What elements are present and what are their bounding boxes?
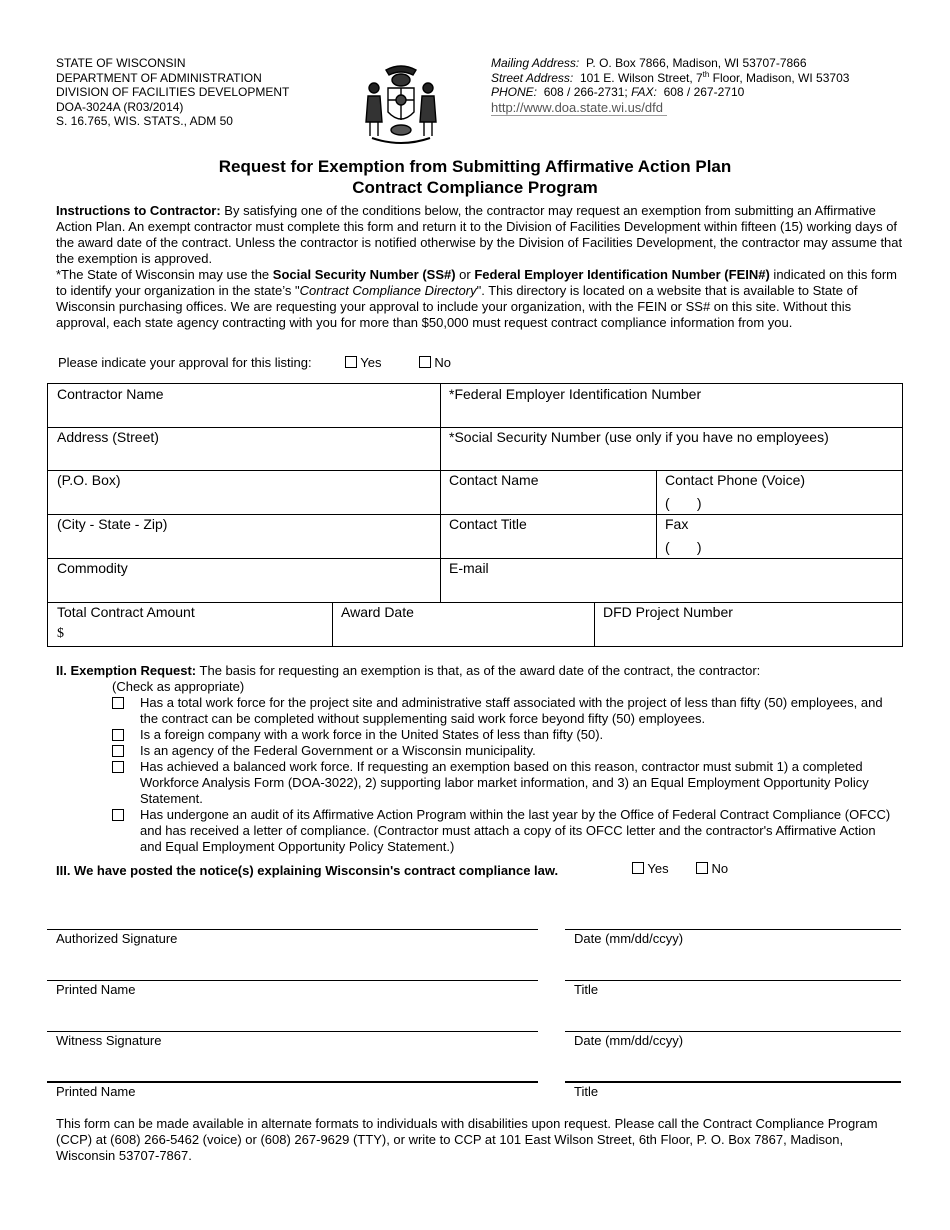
fax-area-code: ( )	[665, 539, 702, 555]
witness-signature-field[interactable]: Witness Signature	[56, 1033, 162, 1048]
page-title	[0, 156, 950, 198]
po-box-field[interactable]: (P.O. Box)	[57, 472, 121, 488]
fax-number: 608 / 267-2710	[663, 85, 745, 100]
agency-line: DIVISION OF FACILITIES DEVELOPMENT	[56, 85, 290, 100]
witness-title-field[interactable]: Title	[574, 1084, 599, 1099]
fax-field[interactable]: Fax	[665, 516, 689, 532]
exemption-option-checkbox[interactable]	[112, 729, 124, 741]
mailing-address: P. O. Box 7866, Madison, WI 53707-7866	[585, 56, 807, 70]
instructions-lead: Instructions to Contractor:	[56, 203, 221, 218]
exemption-option	[112, 727, 892, 743]
exemption-option-checkbox[interactable]	[112, 809, 124, 821]
privacy-text: or	[455, 267, 475, 282]
signature-line	[47, 1031, 538, 1032]
contact-header	[491, 56, 911, 115]
exemption-option	[112, 759, 892, 807]
phone-number: 608 / 266-2731;	[543, 85, 628, 100]
city-state-zip-field[interactable]: (City - State - Zip)	[57, 516, 168, 532]
posted-no-label: No	[711, 861, 729, 876]
agency-line: STATE OF WISCONSIN	[56, 56, 186, 70]
directory-name: Contract Compliance Directory	[299, 283, 477, 298]
wisconsin-seal-icon	[358, 60, 444, 148]
street-address-label: Street Address:	[491, 70, 574, 85]
signature-line	[565, 1081, 901, 1083]
contact-phone-field[interactable]: Contact Phone (Voice)	[665, 472, 806, 488]
street-address-rest: Floor, Madison, WI 53703	[709, 70, 850, 85]
contractor-name-field[interactable]: Contractor Name	[57, 386, 164, 402]
contact-name-field[interactable]: Contact Name	[449, 472, 539, 488]
total-contract-amount-field[interactable]: Total Contract Amount	[57, 604, 195, 620]
printed-name-field[interactable]: Printed Name	[56, 982, 136, 997]
posted-notice-options	[632, 861, 728, 877]
ssn-term: Social Security Number (SS#)	[272, 267, 456, 282]
phone-label: PHONE:	[491, 85, 538, 100]
exemption-option	[112, 695, 892, 727]
signature-line	[565, 929, 901, 930]
privacy-text: ". This directory is located on a website that is available to State of Wisconsin purchasing offices. We are requesting your approval to include your organization, with the FEIN or SS# on this site. Without this approval, each state agency contracting with you for more than $50,000 must request contract compliance information from you.	[56, 283, 858, 330]
approval-row	[58, 355, 658, 371]
posted-notice-text: III. We have posted the notice(s) explaining Wisconsin's contract compliance law.	[56, 863, 559, 878]
instructions-text: By satisfying one of the conditions below, the contractor may request an exemption from submitting an Affirmative Action Plan. An exempt contractor must complete this form and return it to the Division of Facilities Development within fifteen (15) working days of the award date of the contract. Unless the contractor is notified otherwise by the Division of Facilities Development, the contractor may assume that the exemption is approved.	[56, 203, 903, 266]
signature-line	[47, 1081, 538, 1083]
signature-line	[47, 980, 538, 981]
contractor-info-table	[47, 383, 903, 647]
website-link[interactable]: http://www.doa.state.wi.us/dfd	[491, 100, 667, 116]
street-address: 101 E. Wilson Street, 7	[579, 70, 703, 85]
exemption-heading-label: II. Exemption Request:	[56, 663, 197, 678]
award-date-field[interactable]: Award Date	[341, 604, 414, 620]
check-note: (Check as appropriate)	[112, 679, 245, 694]
date-field[interactable]: Date (mm/dd/ccyy)	[574, 931, 684, 946]
agency-header	[56, 56, 356, 129]
exemption-option-checkbox[interactable]	[112, 761, 124, 773]
mailing-address-label: Mailing Address:	[491, 56, 580, 70]
exemption-option-text: Is an agency of the Federal Government or a Wisconsin municipality.	[140, 743, 536, 758]
ordinal-suffix: th	[702, 69, 710, 79]
address-street-field[interactable]: Address (Street)	[57, 429, 159, 445]
exemption-option-checkbox[interactable]	[112, 745, 124, 757]
witness-date-field[interactable]: Date (mm/dd/ccyy)	[574, 1033, 684, 1048]
dollar-sign: $	[57, 626, 64, 641]
fein-field[interactable]: *Federal Employer Identification Number	[449, 386, 702, 402]
exemption-option-checkbox[interactable]	[112, 697, 124, 709]
form-number: DOA-3024A (R03/2014)	[56, 99, 184, 114]
exemption-option	[112, 743, 892, 759]
approval-yes-checkbox[interactable]	[345, 356, 357, 368]
posted-yes-checkbox[interactable]	[632, 862, 644, 874]
title-line-1: Request for Exemption from Submitting Affirmative Action Plan	[218, 157, 732, 176]
title-line-2: Contract Compliance Program	[352, 178, 598, 197]
posted-yes-label: Yes	[647, 861, 669, 876]
signature-line	[47, 929, 538, 930]
authorized-signature-field[interactable]: Authorized Signature	[56, 931, 178, 946]
exemption-heading	[56, 663, 906, 679]
title-field[interactable]: Title	[574, 982, 599, 997]
fein-term: Federal Employer Identification Number (FEIN#)	[474, 267, 770, 282]
witness-printed-name-field[interactable]: Printed Name	[56, 1084, 136, 1099]
approval-prompt: Please indicate your approval for this listing:	[58, 355, 312, 370]
exemption-heading-text: The basis for requesting an exemption is that, as of the award date of the contract, the contractor:	[196, 663, 761, 678]
statute-reference: S. 16.765, WIS. STATS., ADM 50	[56, 114, 233, 129]
accessibility-footer: This form can be made available in alternate formats to individuals with disabilities upon request. Please call the Contract Compliance Program (CCP) at (608) 266-5462 (voice) or (608) 267-9629 (TTY), or write to CCP at 101 East Wilson Street, 6th Floor, P. O. Box 7867, Madison, Wisconsin 53707-7867.	[56, 1116, 878, 1163]
email-field[interactable]: E-mail	[449, 560, 489, 576]
contact-title-field[interactable]: Contact Title	[449, 516, 527, 532]
exemption-option	[112, 807, 892, 855]
commodity-field[interactable]: Commodity	[57, 560, 128, 576]
signature-line	[565, 980, 901, 981]
signature-line	[565, 1031, 901, 1032]
privacy-text: *The State of Wisconsin may use the	[56, 267, 273, 282]
posted-no-checkbox[interactable]	[696, 862, 708, 874]
approval-yes-label: Yes	[360, 355, 382, 370]
dfd-project-number-field[interactable]: DFD Project Number	[603, 604, 733, 620]
approval-no-label: No	[434, 355, 451, 370]
phone-area-code: ( )	[665, 495, 702, 511]
exemption-option-text: Is a foreign company with a work force in the United States of less than fifty (50).	[140, 727, 604, 742]
exemption-option-text: Has achieved a balanced work force. If requesting an exemption based on this reason, contractor must submit 1) a completed Workforce Analysis Form (DOA-3022), 2) supporting labor market information, and 3) an Equal Employment Opportunity Policy Statement.	[140, 759, 869, 806]
agency-line: DEPARTMENT OF ADMINISTRATION	[56, 70, 262, 85]
instructions	[56, 203, 906, 331]
approval-no-checkbox[interactable]	[419, 356, 431, 368]
ssn-field[interactable]: *Social Security Number (use only if you have no employees)	[449, 429, 829, 445]
privacy-text: indicated on this form to identify your organization in the state’s "	[56, 267, 897, 298]
fax-label: FAX:	[631, 85, 657, 100]
exemption-option-text: Has a total work force for the project site and administrative staff associated with the project of less than fifty (50) employees, and the contract can be completed without supplementing said work force beyond fifty (50) employees.	[140, 695, 883, 726]
exemption-option-text: Has undergone an audit of its Affirmative Action Program within the last year by the Office of Federal Contract Compliance (OFCC) and has received a letter of compliance. (Contractor must attach a copy of its OFCC letter and the contractor's Affirmative Action and Equal Employment Opportunity Policy Statement.)	[140, 807, 891, 854]
